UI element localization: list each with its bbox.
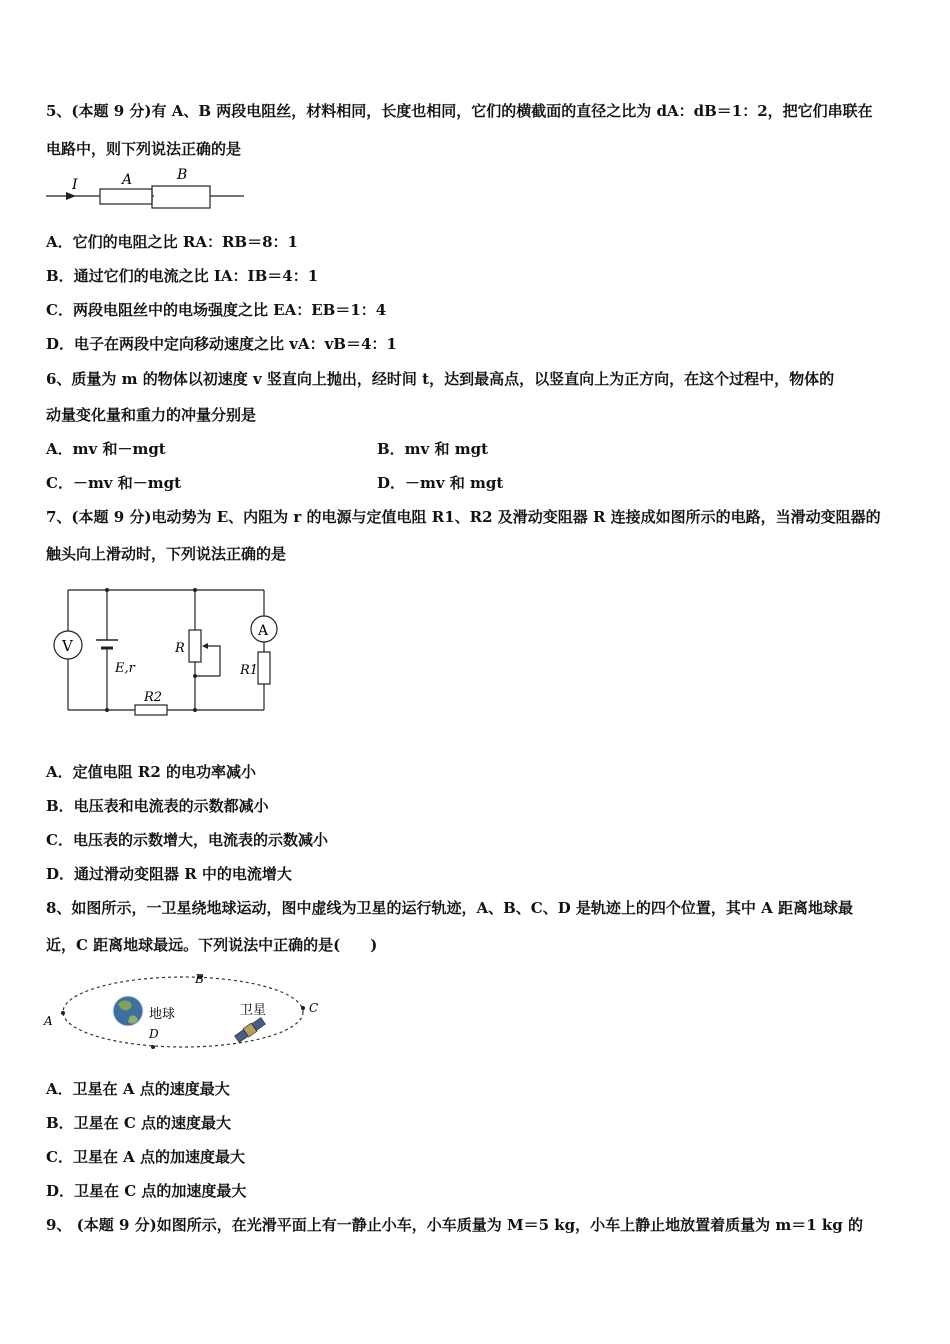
source-label: E,r xyxy=(115,661,135,676)
q9-stem-line1: 9、 (本题 9 分)如图所示，在光滑平面上有一静止小车，小车质量为 M＝5 kg，小车上静止地放置着质量为 m＝1 kg 的 xyxy=(46,1216,863,1234)
q8-option-b: B．卫星在 C 点的速度最大 xyxy=(46,1114,232,1132)
q7-circuit-figure xyxy=(48,582,288,722)
q5-option-b: B．通过它们的电流之比 IA：IB＝4：1 xyxy=(46,267,319,285)
orbit-path xyxy=(63,977,303,1047)
q8-stem-line2: 近，C 距离地球最远。下列说法中正确的是( ) xyxy=(46,936,378,954)
q6-option-b: B．mv 和 mgt xyxy=(377,440,488,458)
q8-stem-line1: 8、如图所示，一卫星绕地球运动，图中虚线为卫星的运行轨迹，A、B、C、D 是轨迹上的四个位置，其中 A 距离地球最 xyxy=(46,899,854,917)
current-label: I xyxy=(72,177,78,193)
q7-option-d: D．通过滑动变阻器 R 中的电流增大 xyxy=(46,865,292,883)
q7-option-b: B．电压表和电流表的示数都减小 xyxy=(46,797,269,815)
satellite-icon xyxy=(234,1017,266,1044)
q6-option-d: D．－mv 和 mgt xyxy=(377,474,504,492)
r2-label: R2 xyxy=(144,690,163,705)
earth-label: 地球 xyxy=(149,1007,176,1022)
q7-option-a: A．定值电阻 R2 的电功率减小 xyxy=(46,763,256,781)
q5-option-d: D．电子在两段中定向移动速度之比 vA：vB＝4：1 xyxy=(46,335,397,353)
ammeter-label: A xyxy=(258,623,269,639)
q5-resistor-figure xyxy=(44,165,249,213)
rheostat-r xyxy=(189,630,201,662)
rheostat-label: R xyxy=(175,641,185,656)
point-d-label: D xyxy=(149,1027,159,1041)
q5-stem-line2: 电路中，则下列说法正确的是 xyxy=(46,140,242,158)
earth-icon xyxy=(113,996,143,1026)
q7-option-c: C．电压表的示数增大，电流表的示数减小 xyxy=(46,831,328,849)
q6-option-a: A．mv 和－mgt xyxy=(46,440,166,458)
voltmeter-label: V xyxy=(62,637,73,655)
q5-option-a: A．它们的电阻之比 RA：RB＝8：1 xyxy=(46,233,298,251)
point-a-label: A xyxy=(44,1014,53,1028)
resistor-r2 xyxy=(135,705,167,715)
q8-option-c: C．卫星在 A 点的加速度最大 xyxy=(46,1148,246,1166)
q7-stem-line1: 7、(本题 9 分)电动势为 E、内阻为 r 的电源与定值电阻 R1、R2 及滑动变阻器 R 连接成如图所示的电路，当滑动变阻器的 xyxy=(46,508,881,526)
q8-option-d: D．卫星在 C 点的加速度最大 xyxy=(46,1182,247,1200)
resistor-a-label: A xyxy=(122,172,133,188)
satellite-label: 卫星 xyxy=(240,1003,267,1018)
point-b-label: B xyxy=(195,972,204,986)
resistor-b-label: B xyxy=(177,167,188,183)
q5-stem-line1: 5、(本题 9 分)有 A、B 两段电阻丝，材料相同，长度也相同，它们的横截面的直径之比为 dA：dB＝1：2，把它们串联在 xyxy=(46,102,873,120)
r1-label: R1 xyxy=(240,663,259,678)
q8-orbit-figure xyxy=(40,966,330,1060)
resistor-r1 xyxy=(258,652,270,684)
q8-option-a: A．卫星在 A 点的速度最大 xyxy=(46,1080,230,1098)
q5-option-c: C．两段电阻丝中的电场强度之比 EA：EB＝1：4 xyxy=(46,301,387,319)
q6-stem-line2: 动量变化量和重力的冲量分别是 xyxy=(46,406,257,424)
q6-option-c: C．－mv 和－mgt xyxy=(46,474,182,492)
q6-stem-line1: 6、质量为 m 的物体以初速度 v 竖直向上抛出，经时间 t，达到最高点，以竖直向上为正方向，在这个过程中，物体的 xyxy=(46,370,835,388)
q7-stem-line2: 触头向上滑动时，下列说法正确的是 xyxy=(46,545,287,563)
point-c-label: C xyxy=(309,1001,319,1015)
